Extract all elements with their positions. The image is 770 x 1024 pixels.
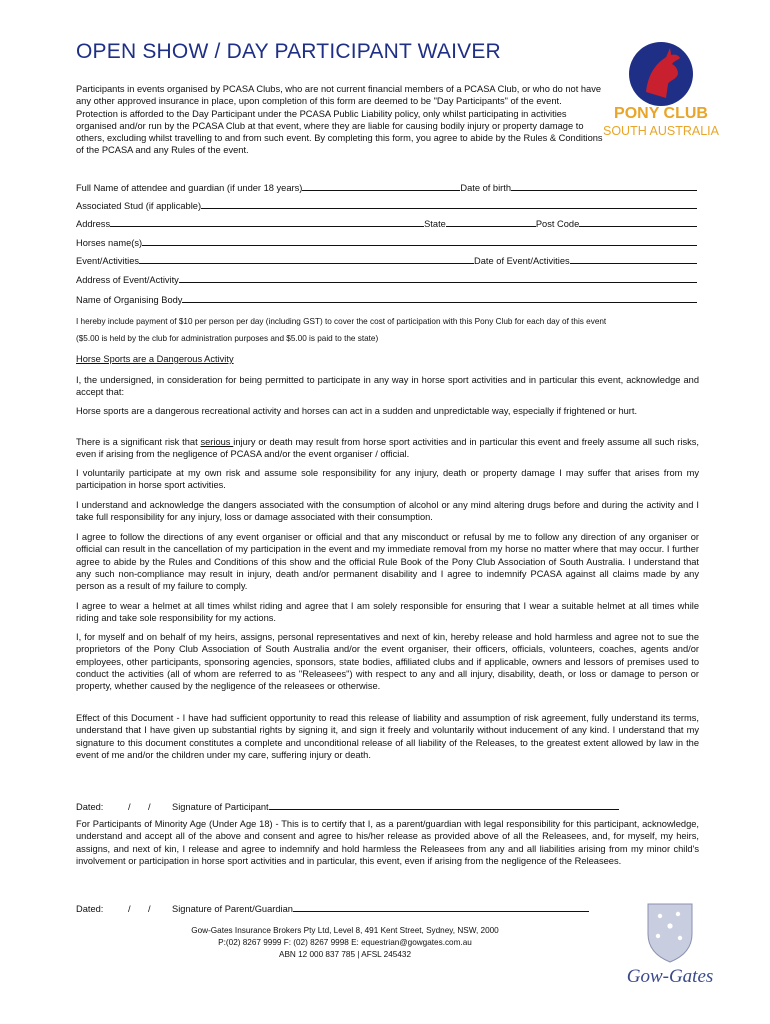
state-label: State [424, 219, 446, 229]
participant-signature-label: Signature of Participant [172, 802, 269, 812]
footer-abn: ABN 12 000 837 785 | AFSL 245432 [278, 950, 411, 959]
horses-label: Horses name(s) [76, 238, 143, 248]
logo-line-1: PONY CLUB [614, 105, 708, 122]
guardian-signature-row [76, 900, 589, 914]
event-field[interactable] [139, 252, 474, 264]
address-row [76, 215, 697, 229]
participant-signature-row [76, 798, 619, 812]
payment-line-1: I hereby include payment of $10 per person per day (including GST) to cover the cost of participation with this Pony Club for each day of this event [76, 317, 607, 326]
dob-label: Date of birth [460, 183, 512, 193]
waiver-paragraph-1: I, the undersigned, in consideration for being permitted to participate in any way in horse sport activities and in particular this event, acknowledge and accept that: [76, 375, 699, 398]
horses-field[interactable] [142, 234, 697, 246]
postcode-label: Post Code [535, 219, 580, 229]
waiver-heading: Horse Sports are a Dangerous Activity [76, 354, 234, 364]
intro-text [76, 83, 606, 157]
stud-label: Associated Stud (if applicable) [76, 201, 202, 211]
payment-line-2: ($5.00 is held by the club for administration purposes and $5.00 is paid to the state) [76, 334, 379, 343]
event-row [76, 252, 697, 266]
full-name-field[interactable] [302, 179, 460, 191]
gow-gates-wordmark: Gow-Gates [626, 966, 714, 987]
footer [120, 925, 570, 961]
gow-gates-shield-icon [620, 900, 720, 992]
organising-body-row [76, 291, 697, 305]
intro-paragraph-1: Participants in events organised by PCASA Clubs, who are not current financial members of a PCASA Club, or who do not have any other approved insurance in place, upon completion of this form are deemed to be "Day Participants" of the event. [76, 84, 602, 107]
waiver-paragraph-8: I, for myself and on behalf of my heirs, assigns, personal representatives and next of kin, hereby release and hold harmless and agree not to sue the proprietors of the Pony Club Association of South Australia and/or the event organiser, their officers, officials, volunteers, coaches, agents and/or employees, other participants, sponsoring agencies, sponsors, state bodies, affiliated clubs and if applicable, owners and lessors of premises used to conduct the activities (all of whom are referred to as "Releasees") with respect to any and all injury, disability, death, or loss or damage to person or property, whether caused by the negligence of the releasees or otherwise. [76, 632, 699, 692]
waiver-paragraph-5: I understand and acknowledge the dangers associated with the consumption of alcohol or any mind altering drugs before and during the activity and I take full responsibility for any injury, loss or damage associated with their consumption. [76, 500, 699, 523]
address-label: Address [76, 219, 111, 229]
organising-body-label: Name of Organising Body [76, 295, 183, 305]
stud-row [76, 197, 697, 211]
full-name-row [76, 179, 697, 193]
minors-paragraph: For Participants of Minority Age (Under Age 18) - This is to certify that I, as a parent/guardian with legal responsibility for this participant, acknowledge, understand and accept all of the above and consent and agree to his/her release as provided above of all the Releasees, and, for myself, my heirs, assigns, and next of kin, I release and agree to indemnify and hold harmless the Releasees from any and all liabilities arising from my minor child's involvement or participation in horse sport activities and in particular, this event, even if arising from the negligence of the Releasees. [76, 819, 699, 866]
date-slash-2a: / [128, 904, 131, 914]
footer-address: Gow-Gates Insurance Brokers Pty Ltd, Level 8, 491 Kent Street, Sydney, NSW, 2000 [191, 926, 499, 935]
waiver-paragraph-7: I agree to wear a helmet at all times whilst riding and agree that I am solely responsible for ensuring that I wear a suitable helmet at all times while riding and take sole responsibility for my actions. [76, 601, 699, 624]
dated-label-2: Dated: [76, 904, 104, 914]
guardian-signature-field[interactable] [293, 900, 589, 912]
waiver-paragraph-3 [76, 436, 699, 461]
state-field[interactable] [446, 215, 536, 227]
dob-field[interactable] [511, 179, 697, 191]
gow-gates-logo [620, 900, 720, 992]
waiver-paragraph-6: I agree to follow the directions of any event organiser or official and that any misconduct or refusal by me to follow any direction of any organiser or official can result in the cancellation of my participation in the event and my immediate removal from my horse no matter where that may occur. I further agree to abide by the Rules and Conditions of this show and the official Rule Book of the Pony Club Association of South Australia. I understand that any such non-compliance may result in injury, death and/or permanent disability and I agree to indemnify PCASA against all claims made by any person as a result of my failure to comply. [76, 532, 699, 592]
event-date-field[interactable] [570, 252, 697, 264]
event-address-field[interactable] [179, 271, 697, 283]
date-slash-1a: / [128, 802, 131, 812]
event-address-label: Address of Event/Activity [76, 275, 179, 285]
waiver-serious-underlined: serious [200, 437, 234, 447]
participant-signature-field[interactable] [269, 798, 619, 810]
footer-contact: P:(02) 8267 9999 F: (02) 8267 9998 E: equestrian@gowgates.com.au [218, 938, 472, 947]
pony-club-emblem-icon [598, 36, 726, 146]
date-slash-1b: / [148, 802, 151, 812]
date-slash-2b: / [148, 904, 151, 914]
postcode-field[interactable] [579, 215, 697, 227]
stud-field[interactable] [201, 197, 697, 209]
waiver-paragraph-3-end: injury or death may result from horse sport activities and in particular this event and freely assume all such risks, even if arising from the negligence of PCASA and/or the event organiser / official. [76, 437, 699, 460]
dated-label-1: Dated: [76, 802, 104, 812]
horses-row [76, 234, 697, 248]
waiver-paragraph-9: Effect of this Document - I have had sufficient opportunity to read this release of liability and assumption of risk agreement, fully understand its terms, understand that I have given up substantial rights by signing it, and sign it freely and voluntarily without inducement of any kind. I understand that my signature to this document constitutes a complete and unconditional release of all liability of the Releases, to the greatest extent allowed by law in the event of me and/or the children under my care, suffering injury or death. [76, 713, 699, 760]
waiver-paragraph-3-start: There is a significant risk that [76, 437, 201, 447]
intro-paragraph-2: Protection is afforded to the Day Participant under the PCASA Public Liability policy, only whilst participating in activities organised and/or run by the PCASA Club at that event, where they are liable for causing bodily injury or property damage to others, excluding whilst travelling to and from such event. By completing this form, you agree to abide by the Rules & Conditions of the PCASA and any Rules of the event. [76, 108, 603, 156]
guardian-signature-label: Signature of Parent/Guardian [172, 904, 293, 914]
event-address-row [76, 271, 697, 285]
page-title: OPEN SHOW / DAY PARTICIPANT WAIVER [76, 40, 501, 63]
event-date-label: Date of Event/Activities [474, 256, 570, 266]
full-name-label: Full Name of attendee and guardian (if under 18 years) [76, 183, 303, 193]
event-label: Event/Activities [76, 256, 140, 266]
address-field[interactable] [110, 215, 424, 227]
waiver-paragraph-4: I voluntarily participate at my own risk and assume sole responsibility for any injury, death or property damage I may suffer that arises from my participation in horse sport activities. [76, 468, 699, 491]
organising-body-field[interactable] [182, 291, 697, 303]
waiver-paragraph-2: Horse sports are a dangerous recreational activity and horses can act in a sudden and unpredictable way, especially if frightened or hurt. [76, 406, 638, 416]
logo-line-2: SOUTH AUSTRALIA [603, 124, 719, 138]
pony-club-logo [598, 36, 726, 146]
